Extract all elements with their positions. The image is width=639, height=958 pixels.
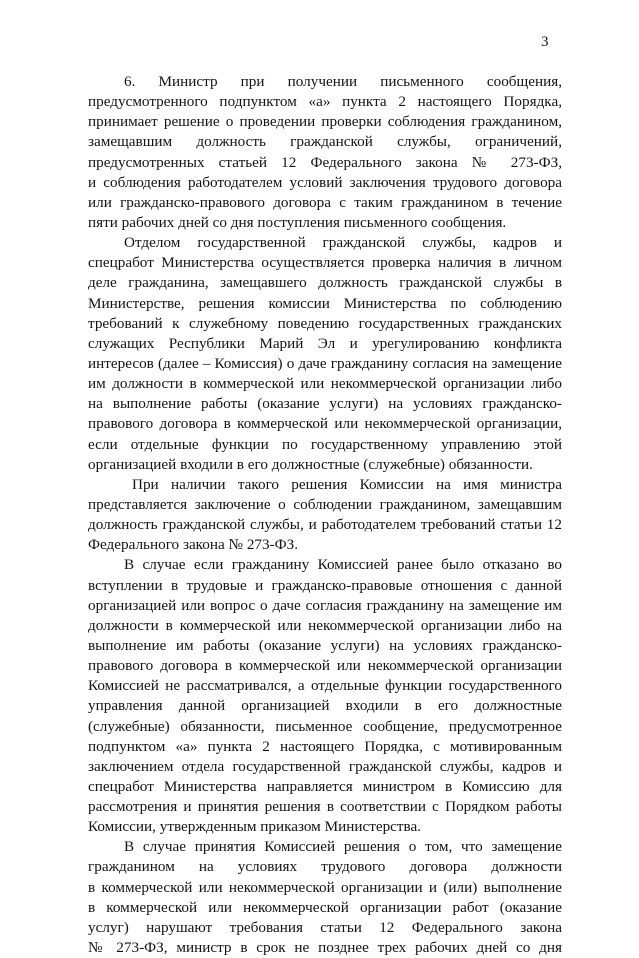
text-line: им должности в коммерческой или некоммерческой организации либо: [88, 375, 562, 393]
text-line: организацией входили в его должностные (служебные) обязанности.: [88, 455, 533, 473]
text-line: В случае принятия Комиссией решения о том, что замещение: [124, 838, 562, 856]
text-line: правового договора в коммерческой или некоммерческой организации,: [88, 415, 562, 433]
text-line: представляется заключение о соблюдении гражданином, замещавшим: [88, 495, 562, 513]
text-line: подпунктом «а» пункта 2 настоящего Порядка, с мотивированным: [88, 737, 562, 755]
text-line: Комиссии, утвержденным приказом Министерства.: [88, 818, 422, 836]
text-line: рассмотрения и принятия решения в соответствии с Порядком работы: [88, 798, 562, 816]
text-line: заключением отдела государственной гражданской службы, кадров и: [88, 757, 562, 775]
text-line: должности в коммерческой или некоммерческой организации либо на: [88, 616, 562, 634]
text-line: При наличии такого решения Комиссии на имя министра: [132, 475, 562, 493]
text-line: вступлении в трудовые и гражданско-правовые отношения с данной: [88, 576, 562, 594]
text-line: № 273-ФЗ, министр в срок не позднее трех рабочих дней со дня: [88, 939, 562, 957]
text-line: замещавшим должность гражданской службы, ограничений,: [88, 133, 562, 151]
text-line: в коммерческой или некоммерческой организации работ (оказание: [88, 898, 562, 916]
text-line: спецработ Министерства направляется министром в Комиссию для: [88, 777, 562, 795]
text-line: предусмотренных статьей 12 Федерального закона № 273-ФЗ,: [88, 153, 562, 171]
text-line: услуг) нарушают требования статьи 12 Федерального закона: [88, 918, 562, 936]
text-line: в коммерческой или некоммерческой организации и (или) выполнение: [88, 878, 562, 896]
text-line: принимает решение о проведении проверки соблюдения гражданином,: [88, 113, 562, 131]
text-line: на выполнение работы (оказание услуги) на условиях гражданско-: [88, 395, 562, 413]
text-line: В случае если гражданину Комиссией ранее было отказано во: [124, 556, 562, 574]
text-line: предусмотренного подпунктом «а» пункта 2 настоящего Порядка,: [88, 93, 562, 111]
text-line: Министерстве, решения комиссии Министерства по соблюдению: [88, 294, 562, 312]
text-line: Федерального закона № 273-ФЗ.: [88, 536, 299, 554]
paragraph-1: [88, 72, 562, 233]
text-line: гражданином на условиях трудового договора должности: [88, 858, 562, 876]
text-line: правового договора в коммерческой или некоммерческой организации: [88, 657, 562, 675]
text-line: служащих Республики Марий Эл и урегулированию конфликта: [88, 334, 562, 352]
text-line: организацией или вопрос о даче согласия гражданину на замещение им: [88, 596, 562, 614]
paragraph-4: [88, 555, 562, 837]
text-line: 6. Министр при получении письменного сообщения,: [124, 73, 562, 90]
text-line: (служебные) обязанности, письменное сообщение, предусмотренное: [88, 717, 562, 735]
text-line: или гражданско-правового договора с таким гражданином в течение: [88, 193, 562, 211]
text-line: спецработ Министерства осуществляется проверка наличия в личном: [88, 254, 562, 272]
text-line: Комиссией не рассматривался, а отдельные функции государственного: [88, 677, 562, 695]
text-line: выполнение им работы (оказание услуги) на условиях гражданско-: [88, 636, 562, 654]
document-body: [88, 72, 562, 958]
paragraph-5: [88, 837, 562, 958]
text-line: требований к служебному поведению государственных гражданских: [88, 314, 562, 332]
text-line: пяти рабочих дней со дня поступления письменного сообщения.: [88, 213, 507, 231]
text-line: и соблюдения работодателем условий заключения трудового договора: [88, 173, 562, 191]
text-line: Отделом государственной гражданской службы, кадров и: [124, 234, 562, 252]
paragraph-3: [88, 475, 562, 556]
text-line: должность гражданской службы, и работодателем требований статьи 12: [88, 516, 562, 534]
text-line: если отдельные функции по государственному управлению этой: [88, 435, 562, 453]
text-line: деле гражданина, замещавшего должность гражданской службы в: [88, 274, 562, 292]
text-line: интересов (далее – Комиссия) о даче гражданину согласия на замещение: [88, 354, 562, 372]
paragraph-2: [88, 233, 562, 475]
text-line: управления данной организацией входили в его должностные: [88, 697, 562, 715]
page-number: 3: [541, 34, 549, 50]
